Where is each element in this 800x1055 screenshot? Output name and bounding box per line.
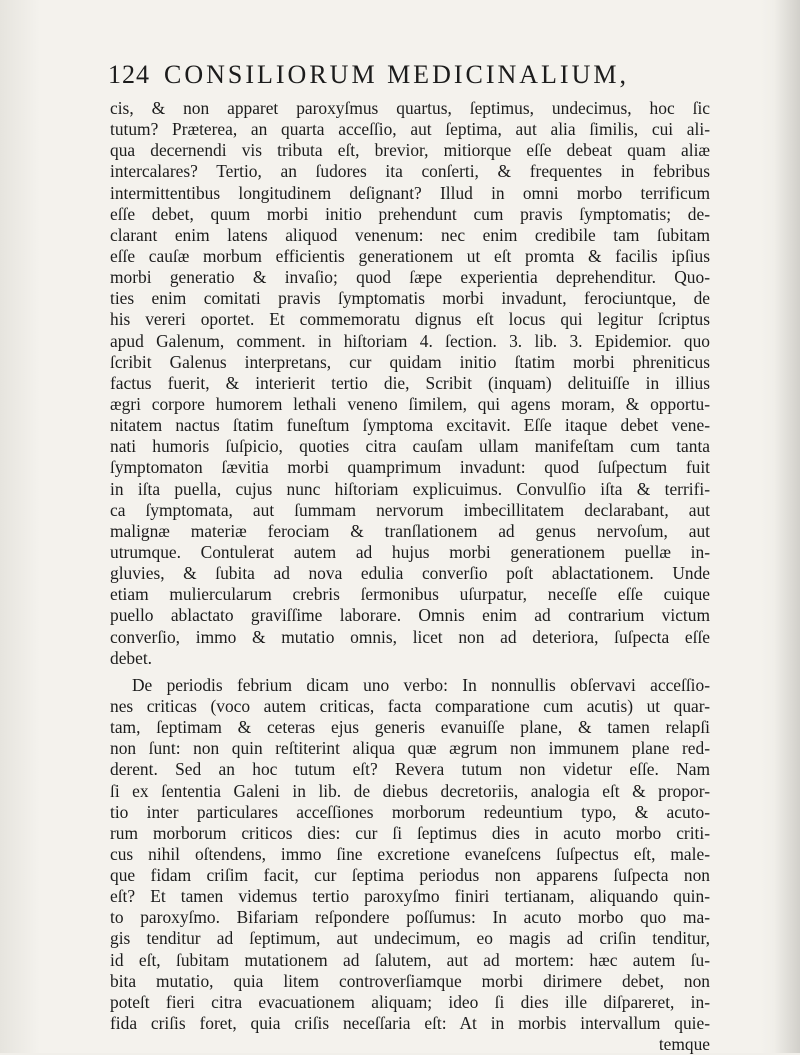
text-line: rum morborum criticos dies: cur ſi ſeptimus dies in acuto morbo criti- <box>110 822 710 843</box>
text-line: in iſta puella, cujus nunc hiſtoriam explicuimus. Convulſio iſta & terrifi- <box>110 478 710 499</box>
text-line: De periodis febrium dicam uno verbo: In nonnullis obſervavi acceſſio- <box>132 674 710 695</box>
text-line: intermittentibus longitudinem deſignant? Illud in omni morbo terrificum <box>110 182 710 203</box>
text-line: bita mutatio, quia litem controverſiamque morbi dirimere debet, non <box>110 970 710 991</box>
text-line: nes criticas (voco autem criticas, facta comparatione cum acutis) ut quar- <box>110 695 710 716</box>
page-header <box>108 60 668 100</box>
text-line: eſt? Et tamen videmus tertio paroxyſmo finiri tertianam, aliquando quin- <box>110 886 710 907</box>
text-line: tio inter particulares acceſſiones morborum redeuntium typo, & acuto- <box>110 801 710 822</box>
text-line: poteſt fieri citra evacuationem aliquam; ideo ſi dies ille diſpareret, in- <box>110 991 710 1012</box>
text-line: ægri corpore humorem lethali veneno ſimilem, qui agens moram, & opportu- <box>110 393 710 414</box>
running-title: CONSILIORUM MEDICINALIUM, <box>164 60 629 89</box>
catchword: temque <box>658 1034 710 1055</box>
text-line: ſi ex ſententia Galeni in lib. de diebus decretoriis, analogia eſt & propor- <box>110 780 710 801</box>
text-line: converſio, immo & mutatio omnis, licet non ad deteriora, ſuſpecta eſſe <box>110 626 710 647</box>
text-line: fida criſis foret, quia criſis neceſſaria eſt: At in morbis intervallum quie- <box>110 1013 710 1034</box>
text-line: morbi generatio & invaſio; quod ſæpe experientia deprehenditur. Quo- <box>110 267 710 288</box>
page-gutter-shadow <box>774 0 800 1053</box>
text-line: ties enim comitati pravis ſymptomatis morbi invadunt, ferociuntque, de <box>110 288 710 309</box>
text-line: ca ſymptomata, aut ſummam nervorum imbecillitatem declarabant, aut <box>110 499 710 520</box>
text-line: debet. <box>110 647 153 668</box>
text-line: eſſe debet, quum morbi initio prehendunt cum pravis ſymptomatis; de- <box>110 203 710 224</box>
text-line: intercalares? Tertio, an ſudores ita conſerti, & frequentes in febribus <box>110 161 710 182</box>
text-line: gis tenditur ad ſeptimum, aut undecimum, eo magis ad criſin tenditur, <box>110 928 710 949</box>
page-number: 124 <box>108 60 150 89</box>
text-line: cus nihil oſtendens, immo ſine excretione evaneſcens ſuſpectus eſt, male- <box>110 843 710 864</box>
text-line: que fidam criſim facit, cur ſeptima periodus non apparens ſuſpecta non <box>110 865 710 886</box>
paragraph-1 <box>110 98 710 669</box>
body-text <box>110 98 710 1055</box>
text-line: utrumque. Contulerat autem ad hujus morbi generationem puellæ in- <box>110 541 710 562</box>
text-line: clarant enim latens aliquod venenum: nec enim credibile tam ſubitam <box>110 224 710 245</box>
text-line: cis, & non apparet paroxyſmus quartus, ſeptimus, undecimus, hoc ſic <box>110 98 710 118</box>
text-line: to paroxyſmo. Bifariam reſpondere poſſumus: In acuto morbo quo ma- <box>110 907 710 928</box>
text-line: gluvies, & ſubita ad nova edulia converſio poſt ablactationem. Unde <box>110 563 710 584</box>
text-line: apud Galenum, comment. in hiſtoriam 4. ſection. 3. lib. 3. Epidemior. quo <box>110 330 710 351</box>
text-line: puello ablactato graviſſime laborare. Omnis enim ad contrarium victum <box>110 605 710 626</box>
text-line: nitatem nactus ſtatim funeſtum ſymptoma excitavit. Eſſe itaque debet vene- <box>110 415 710 436</box>
text-line: ſcribit Galenus interpretans, cur quidam initio ſtatim morbi phreniticus <box>110 351 710 372</box>
text-line: malignæ materiæ ferociam & tranſlationem ad genus nervoſum, aut <box>110 520 710 541</box>
text-line: id eſt, ſubitam mutationem ad ſalutem, aut ad mortem: hæc autem ſu- <box>110 949 710 970</box>
text-line: etiam muliercularum crebris ſermonibus uſurpatur, neceſſe eſſe cuique <box>110 584 710 605</box>
text-line: eſſe cauſæ morbum efficientis generationem ut eſt promta & facilis ipſius <box>110 245 710 266</box>
text-line: his vereri oportet. Et commemoratu dignus eſt locus qui legitur ſcriptus <box>110 309 710 330</box>
text-line: tam, ſeptimam & ceteras ejus generis evanuiſſe plane, & tamen relapſi <box>110 717 710 738</box>
paragraph-2 <box>110 675 710 1034</box>
text-line: ſymptomaton ſævitia morbi quamprimum invadunt: quod ſuſpectum fuit <box>110 457 710 478</box>
text-line: non ſunt: non quin reſtiterint aliqua quæ ægrum non immunem plane red- <box>110 738 710 759</box>
text-line: derent. Sed an hoc tutum eſt? Revera tutum non videtur eſſe. Nam <box>110 759 710 780</box>
text-line: qua decernendi vis tributa eſt, brevior, mitiorque eſſe debeat quam aliæ <box>110 140 710 161</box>
text-line: tutum? Præterea, an quarta acceſſio, aut ſeptima, aut alia ſimilis, cui ali- <box>110 119 710 140</box>
text-line: factus fuerit, & interierit tertio die, Scribit (inquam) delituiſſe in illius <box>110 372 710 393</box>
text-line: nati humoris ſuſpicio, quoties citra cauſam ullam manifeſtam cum tanta <box>110 436 710 457</box>
